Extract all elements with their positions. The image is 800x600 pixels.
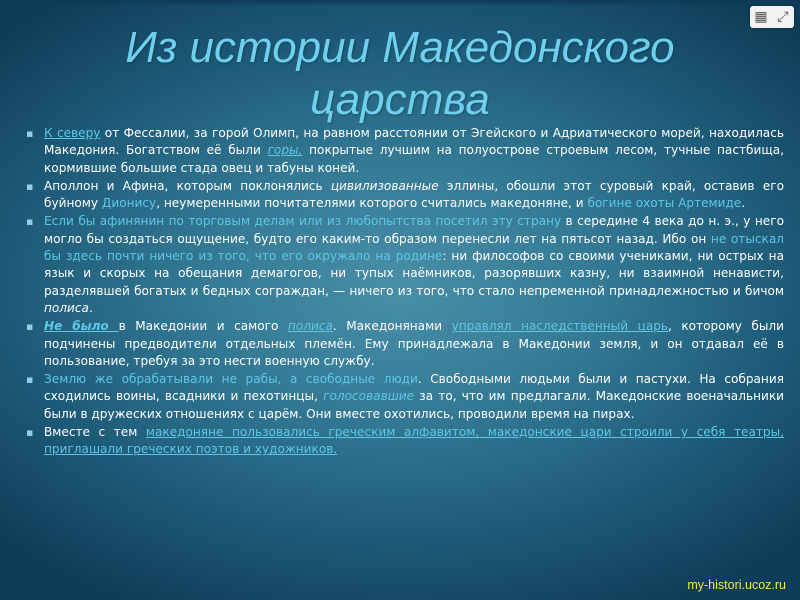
- text-segment: богине охоты Артемиде: [587, 196, 742, 211]
- slide-title: Из истории Македонского царства: [125, 23, 675, 124]
- text-segment: голосовавшие: [323, 389, 415, 404]
- text-segment: покрытые лучшим на полуострове строевым лесом, тучные пастбища, кормившие большие стада овец и табуны коней.: [44, 143, 784, 175]
- text-link[interactable]: управлял наследственный царь: [451, 319, 669, 334]
- text-segment: цивилизованные: [330, 178, 439, 193]
- text-segment: Землю же обрабатывали не рабы, а свободные люди: [44, 372, 418, 387]
- top-shadow-bar: [0, 0, 800, 6]
- text-segment: .: [88, 300, 93, 315]
- text-segment: . Свободными людьми были и пастухи. На собрания сходились воины, всадники и пехотинцы,: [44, 372, 784, 404]
- bullet-marker-icon: ▪: [26, 215, 34, 229]
- text-segment: Вместе с тем: [44, 425, 146, 440]
- bullet-marker-icon: ▪: [26, 179, 34, 193]
- text-link[interactable]: македоняне пользовались греческим алфавитом, македонские цари строили у себя театры, приглашали греческих поэтов и художников.: [44, 425, 784, 457]
- text-segment: в середине 4 века до н. э., у него могло бы создаться ощущение, будто его каким-то образом перенесли лет на пятьсот назад. Ибо он: [44, 214, 784, 246]
- bullet-marker-icon: ▪: [26, 426, 34, 440]
- text-segment: Если бы афинянин по торговым делам или из любопытства посетил эту страну: [44, 214, 562, 229]
- text-segment: Аполлон и Афина, которым поклонялись: [44, 178, 331, 193]
- text-segment: в Македонии и самого: [118, 319, 288, 334]
- bullet-marker-icon: ▪: [26, 127, 34, 140]
- text-link[interactable]: полиса: [287, 319, 333, 334]
- text-link[interactable]: Не было: [44, 319, 119, 334]
- image-icon[interactable]: ▦: [754, 9, 768, 25]
- text-link[interactable]: К северу: [44, 126, 101, 140]
- text-segment: за то, что им предлагали. Македонские военачальники были в дружеских отношениях с царём. Они вместе охотились, проводили время на пирах.: [44, 389, 784, 421]
- text-segment: от Фессалии, за горой Олимп, на равном расстоянии от Эгейского и Адриатического морей, находилась Македония. Богатством её были: [44, 126, 784, 158]
- text-segment: не отыскал бы здесь почти ничего из того, что его окружало на родине: [44, 231, 784, 264]
- text-segment: , неумеренными почитателями которого считались македоняне, и: [156, 196, 588, 211]
- bullet-paragraph: [24, 318, 784, 370]
- slide-toolbar: [750, 6, 794, 28]
- text-segment: , которому были подчинены предводители отдельных племён. Ему принадлежала в Македонии земля, и он отдавал её в пользование, требуя за это нести военную службу.: [44, 319, 784, 368]
- slide-body: [24, 125, 784, 460]
- text-segment: . Македонянами: [332, 319, 452, 334]
- bullet-paragraph: [24, 213, 784, 317]
- text-segment: Дионису: [101, 196, 157, 211]
- footer-site-link[interactable]: my-histori.ucoz.ru: [687, 578, 786, 592]
- text-segment: .: [741, 196, 746, 211]
- text-segment: эллины, обошли этот суровый край, оставив его буйному: [44, 178, 784, 211]
- bullet-marker-icon: ▪: [26, 320, 34, 334]
- bullet-paragraph: [24, 371, 784, 423]
- bullet-paragraph: [24, 424, 784, 459]
- bullet-marker-icon: ▪: [26, 373, 34, 387]
- text-link[interactable]: горы,: [267, 143, 303, 158]
- bullet-paragraph: [24, 178, 784, 213]
- bullet-paragraph: [24, 125, 784, 177]
- expand-icon[interactable]: ⤢: [777, 9, 789, 25]
- text-segment: : ни философов со своими учениками, ни острых на язык и скорых на обещания демагогов, ни тупых наёмников, разорявших казну, ни взаимной ненависти, разделявшей богатых и бедных сограждан, — ничего из того, что стало непременной принадлежностью и бичом: [44, 249, 784, 298]
- text-link[interactable]: полиса: [44, 300, 89, 315]
